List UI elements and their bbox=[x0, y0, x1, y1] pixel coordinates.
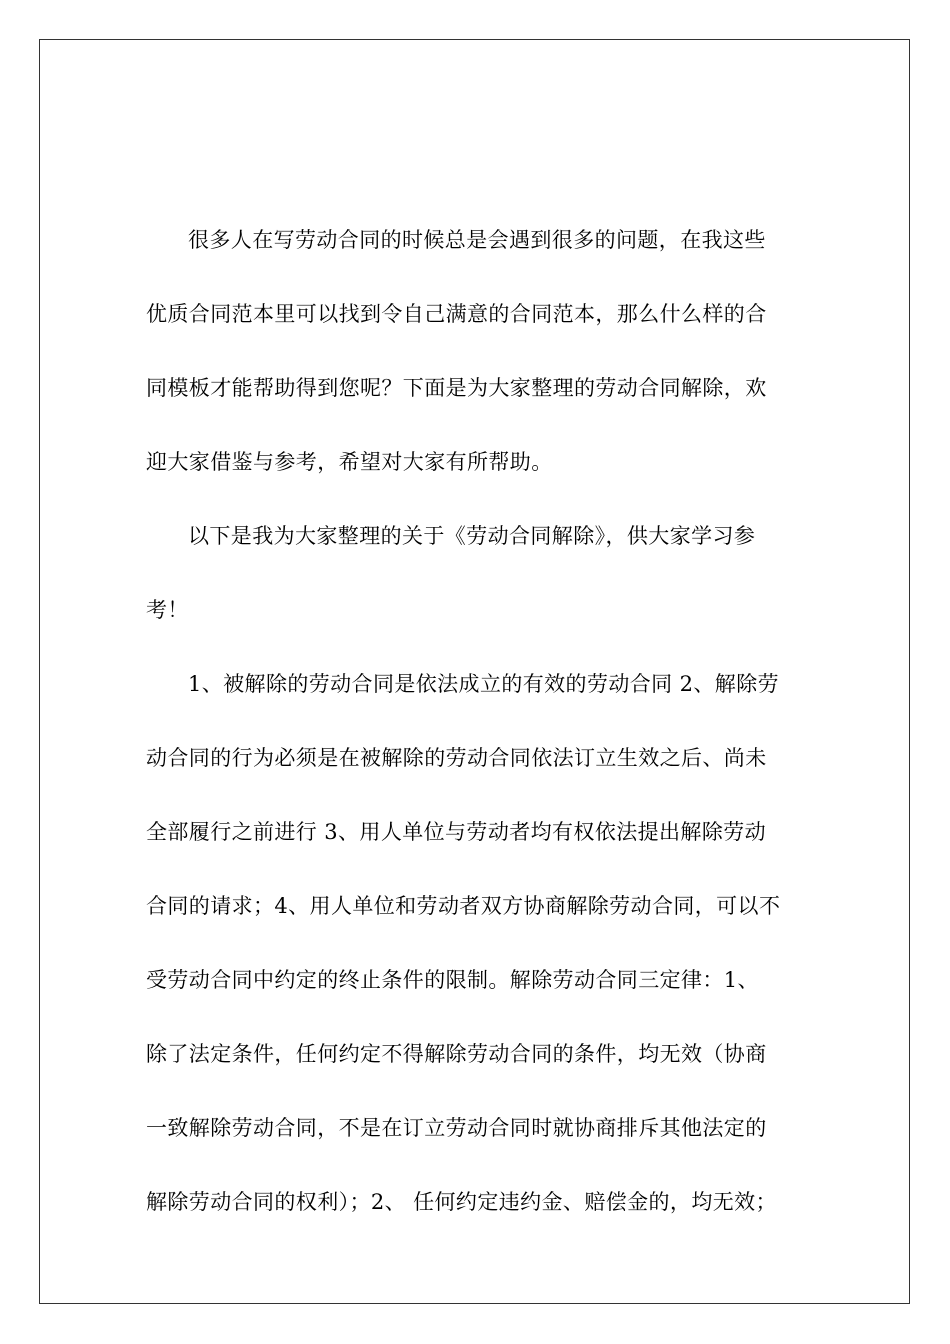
paragraph-3-line-5: 受劳动合同中约定的终止条件的限制。解除劳动合同三定律：1、 bbox=[146, 968, 759, 992]
paragraph-3-line-3: 全部履行之前进行 3、用人单位与劳动者均有权依法提出解除劳动 bbox=[146, 820, 767, 844]
paragraph-1-line-3: 同模板才能帮助得到您呢？下面是为大家整理的劳动合同解除，欢 bbox=[146, 376, 767, 400]
paragraph-1-line-2: 优质合同范本里可以找到令自己满意的合同范本，那么什么样的合 bbox=[146, 302, 767, 326]
paragraph-3-line-6: 除了法定条件，任何约定不得解除劳动合同的条件，均无效（协商 bbox=[146, 1042, 767, 1066]
paragraph-3-line-7: 一致解除劳动合同，不是在订立劳动合同时就协商排斥其他法定的 bbox=[146, 1116, 767, 1140]
paragraph-2-line-1: 以下是我为大家整理的关于《劳动合同解除》，供大家学习参 bbox=[188, 524, 756, 548]
paragraph-1-line-4: 迎大家借鉴与参考，希望对大家有所帮助。 bbox=[146, 450, 553, 474]
paragraph-3-line-8: 解除劳动合同的权利）；2、 任何约定违约金、赔偿金的，均无效； bbox=[146, 1190, 777, 1214]
paragraph-1-line-1: 很多人在写劳动合同的时候总是会遇到很多的问题，在我这些 bbox=[188, 228, 766, 252]
paragraph-2-line-2: 考！ bbox=[146, 598, 189, 622]
paragraph-3-line-4: 合同的请求；4、用人单位和劳动者双方协商解除劳动合同，可以不 bbox=[146, 894, 781, 918]
document-body bbox=[146, 203, 810, 1239]
paragraph-3-line-2: 动合同的行为必须是在被解除的劳动合同依法订立生效之后、尚未 bbox=[146, 746, 767, 770]
paragraph-3-line-1: 1、被解除的劳动合同是依法成立的有效的劳动合同 2、解除劳 bbox=[188, 672, 779, 696]
